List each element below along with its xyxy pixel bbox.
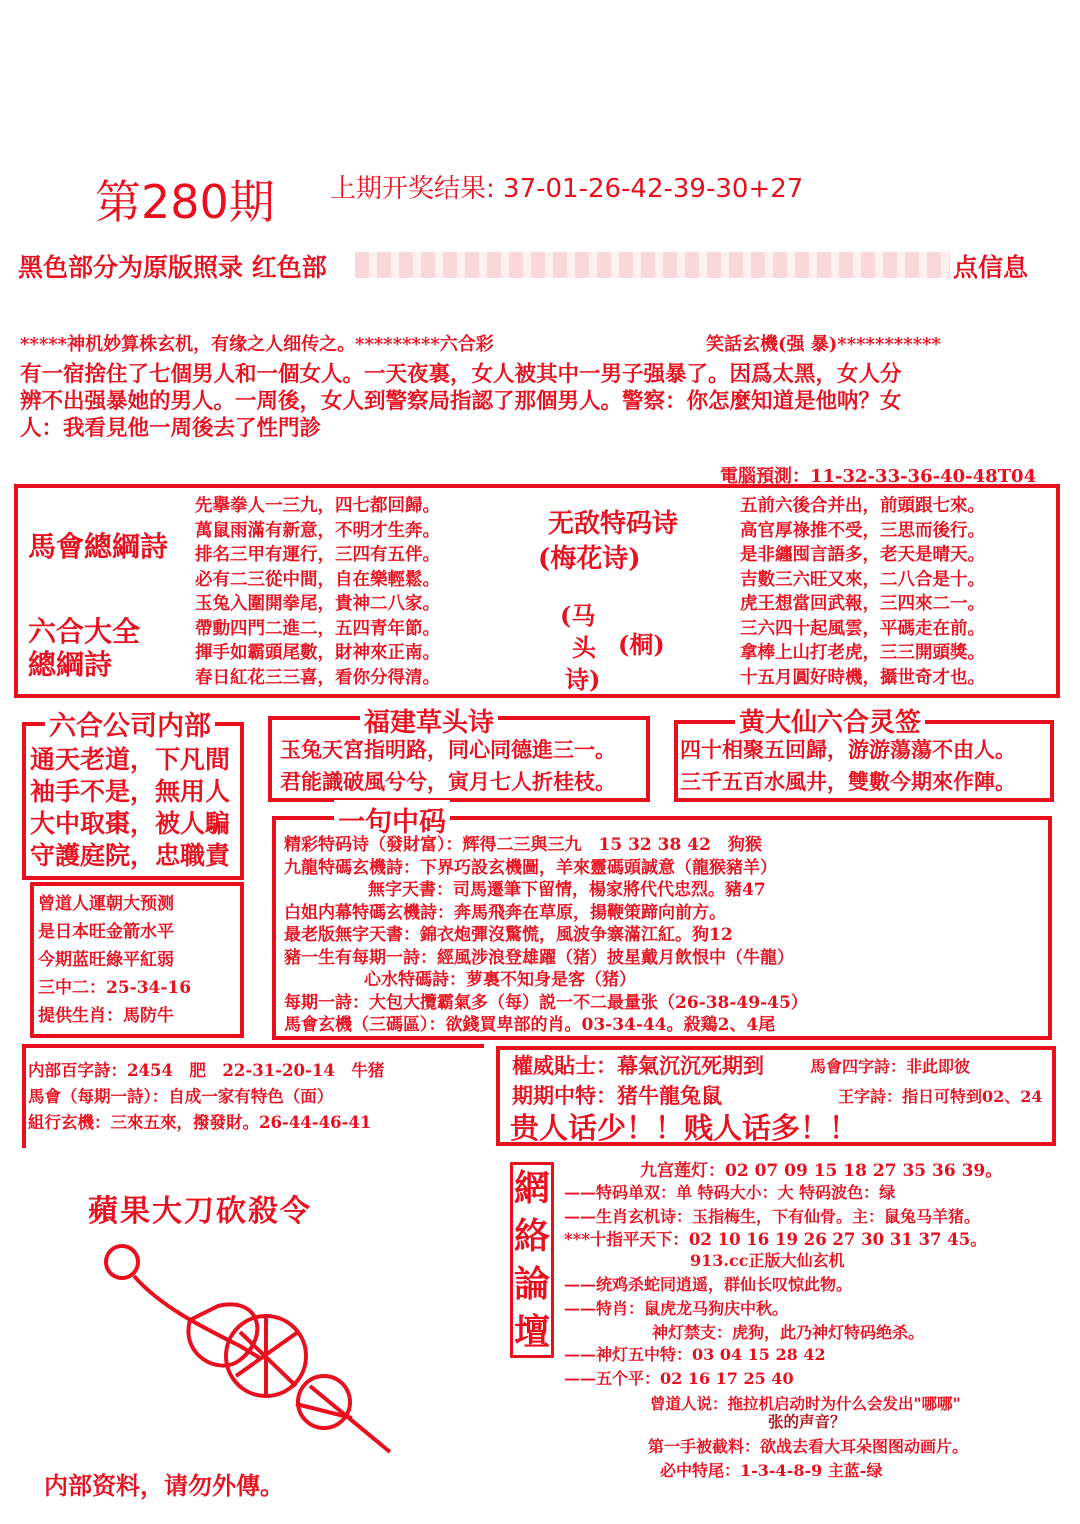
apple-footer: 内部资料，请勿外傳。 (44, 1471, 284, 1500)
forum-line: ——生肖玄机诗：玉指梅生，下有仙骨。主：鼠兔马羊猪。 (564, 1207, 981, 1226)
forum-char: 論 (514, 1263, 551, 1305)
notice-left: 黑色部分为原版照录 红色部 (18, 253, 327, 282)
big-poem-left (195, 494, 440, 690)
forum-line: ——特码单双：单 特码大小：大 特码波色：绿 (564, 1183, 896, 1202)
yiju-line: 每期一詩：大包大攬霸氣多（每）説一不二最量张（26-38-49-45） (284, 992, 808, 1013)
fujian-line: 君能識破風兮兮，寅月七人折桂枝。 (280, 769, 616, 794)
forum-line: ——五个平：02 16 17 25 40 (564, 1369, 794, 1388)
poem-line: 玉兔入圍開拳尾，貴神二八家。 (195, 594, 440, 614)
mid-title-3b: 头 (572, 633, 596, 662)
forum-char: 壇 (514, 1311, 551, 1353)
poem-line: 必有二三從中間，自在樂輕鬆。 (195, 569, 440, 590)
inner-line: 馬會（每期一詩）：自成一家有特色（面） (28, 1087, 334, 1106)
company-lines (30, 744, 230, 872)
poem-line: 是非纏囤言語多，老天是晴天。 (740, 545, 985, 565)
poem-line: 虎王想當回武報，三四來二一。 (740, 594, 985, 614)
forum-char: 網 (514, 1167, 551, 1209)
poem-line: 五前六後合并出，前頭跟七來。 (740, 496, 985, 516)
huang-line: 三千五百水風井，雙數今期來作陣。 (680, 769, 1016, 794)
forum-vertical (514, 1164, 550, 1356)
yiju-line: 精彩特码诗（發財富）：辉得二三與三九 15 32 38 42 狗猴 (284, 835, 762, 855)
authority-line1b: 馬會四字詩：非此即彼 (810, 1057, 971, 1076)
poem-line: 萬鼠雨滿有新意，不明才生奔。 (195, 520, 440, 541)
zengdao-line: 提供生肖：馬防牛 (38, 1006, 174, 1026)
authority-line2a: 期期中特：猪牛龍兔鼠 (512, 1083, 722, 1108)
huang-title: 黄大仙六合灵签 (735, 702, 925, 739)
last-result: 上期开奖结果: 37-01-26-42-39-30+27 (330, 174, 804, 204)
forum-line: 张的声音？ (768, 1412, 846, 1431)
forum-line: 九宫莲灯：02 07 09 15 18 27 35 36 39。 (640, 1161, 1003, 1181)
forum-line: ***十指平天下：02 10 16 19 26 27 30 31 37 45。 (564, 1230, 987, 1249)
poem-line: 排名三甲有運行，三四有五伴。 (195, 545, 440, 565)
yiju-line: 白姐内幕特碼玄機詩：奔馬飛奔在草原，揚鞭策蹄向前方。 (284, 902, 726, 923)
mid-title-3c: 诗) (565, 665, 601, 694)
sword-ring (106, 1246, 138, 1278)
yiju-lines (284, 834, 808, 1037)
big-box-label-2b: 總綱詩 (28, 648, 113, 681)
inner-border-top (22, 1044, 484, 1048)
sword-illustration (90, 1236, 410, 1456)
inner-lines (28, 1058, 384, 1136)
fujian-title: 福建草头诗 (360, 702, 498, 739)
notice-right: 点信息 (953, 253, 1029, 282)
forum-line: ——神灯五中特：03 04 15 28 42 (564, 1345, 826, 1364)
big-poem-right (740, 494, 985, 690)
joke-title: 笑話玄機(强 暴)*********** (706, 334, 941, 355)
mid-title-3d: (桐) (618, 630, 665, 659)
computer-prediction: 電腦預測：11-32-33-36-40-48T04 (720, 466, 1037, 487)
mid-title-1: 无敌特码诗 (548, 509, 679, 539)
forum-line: ——特肖：鼠虎龙马狗庆中秋。 (564, 1299, 789, 1318)
joke-intro: *****神机妙算株玄机，有缘之人细传之。*********六合彩 (20, 334, 494, 355)
authority-slogan: 贵人话少！！贱人话多！！ (510, 1111, 859, 1145)
poem-line: 拿棒上山打老虎，三三開頭獎。 (740, 643, 985, 663)
company-line: 通天老道，下凡間 (30, 745, 231, 774)
big-box-label-1: 馬會總綱詩 (28, 530, 169, 563)
big-box-label-2a: 六合大全 (28, 615, 141, 648)
yiju-title: 一句中码 (334, 800, 450, 839)
fujian-lines (280, 734, 616, 798)
authority-line2b: 王字詩：指日可特到02、24 (838, 1087, 1043, 1106)
zengdao-line: 是日本旺金箭水平 (38, 922, 174, 942)
notice-redaction (355, 252, 950, 278)
authority-line1a: 權威貼士：幕氣沉沉死期到 (512, 1053, 764, 1078)
inner-line: 内部百字詩：2454 肥 22-31-20-14 牛猪 (28, 1061, 385, 1080)
yiju-line: 九龍特碼玄機詩：下界巧設玄機圖，羊來靈碼頭誠意（龍猴豬羊） (284, 857, 777, 878)
forum-char: 絡 (514, 1215, 551, 1257)
apple-title: 蘋果大刀砍殺令 (88, 1194, 312, 1229)
poem-line: 三六四十起風雲，平碼走在前。 (740, 618, 985, 639)
inner-border-left (22, 1044, 26, 1148)
poem-line: 揮手如霸頭尾數，財神來正南。 (195, 643, 440, 663)
forum-line: ——统鸡杀蛇同逍遥，群仙长叹惊此物。 (564, 1275, 853, 1294)
yiju-line: 最老版無字天書：錦衣炮彈沒驚慌，風波争寨滿江紅。狗12 (284, 925, 733, 945)
mid-title-2: (梅花诗) (538, 544, 641, 574)
forum-line: 第一手被截料：欲战去看大耳朵图图动画片。 (648, 1437, 969, 1456)
sword-knot (188, 1304, 257, 1365)
joke-line: 人：我看見他一周後去了性門診 (20, 416, 322, 441)
company-line: 大中取棗，被人騙 (30, 809, 231, 838)
company-line: 守護庭院，忠職責 (30, 841, 231, 870)
issue-number: 第280期 (95, 175, 275, 229)
poem-line: 高官厚祿推不受，三思而後行。 (740, 520, 985, 541)
inner-line: 組行玄機：三來五來，撥發財。26-44-46-41 (28, 1113, 372, 1132)
yiju-line: 無字天書：司馬遷筆下留情，楊家將代代忠烈。豬47 (368, 880, 766, 900)
company-line: 袖手不是，無用人 (30, 777, 231, 806)
yiju-line: 豬一生有每期一詩：經風涉浪登雄躍（猪）披星戴月飲恨中（牛龍） (284, 947, 794, 968)
poem-line: 先擧拳人一三九，四七都回歸。 (195, 496, 440, 516)
yiju-line: 馬會玄機（三碼區）：欲錢買卑部的肖。03-34-44。殺鶏2、4尾 (284, 1015, 776, 1035)
poem-line: 十五月圓好時機，攝世奇才也。 (740, 667, 985, 688)
fujian-line: 玉兔天宮指明路，同心同德進三一。 (280, 737, 616, 762)
zengdao-lines (38, 890, 191, 1030)
joke-line: 有一宿捨住了七個男人和一個女人。一天夜裏，女人被其中一男子强暴了。因爲太黑，女人分 (20, 362, 902, 387)
sword-mesh-3 (298, 1376, 350, 1428)
forum-line: 必中特尾：1-3-4-8-9 主蓝-绿 (660, 1461, 883, 1480)
forum-line: 曾道人说：拖拉机启动时为什么会发出"哪哪" (650, 1394, 961, 1413)
zengdao-line: 三中二：25-34-16 (38, 978, 192, 998)
huang-lines (680, 734, 1016, 798)
poem-line: 吉數三六旺又來，二八合是十。 (740, 569, 985, 590)
forum-line: 神灯禁支：虎狗，此乃神灯特码绝杀。 (652, 1323, 925, 1342)
joke-line: 辨不出强暴她的男人。一周後，女人到警察局指認了那個男人。警察：你怎麼知道是他呐？女 (20, 389, 902, 414)
forum-line: 913.cc正版大仙玄机 (690, 1251, 845, 1270)
huang-line: 四十相聚五回歸，游游蕩蕩不由人。 (680, 737, 1016, 762)
zengdao-title: 曾道人運朝大预测 (38, 894, 174, 914)
poem-line: 春日紅花三三喜，看你分得清。 (195, 667, 440, 688)
mid-title-3a: (马 (560, 601, 596, 630)
poem-line: 帶動四門二進二，五四青年節。 (195, 618, 440, 639)
zengdao-line: 今期蓝旺綠平紅弱 (38, 950, 174, 970)
yiju-line: 心水特碼詩：萝裏不知身是客（猪） (364, 970, 636, 990)
company-title: 六合公司内部 (45, 704, 215, 743)
